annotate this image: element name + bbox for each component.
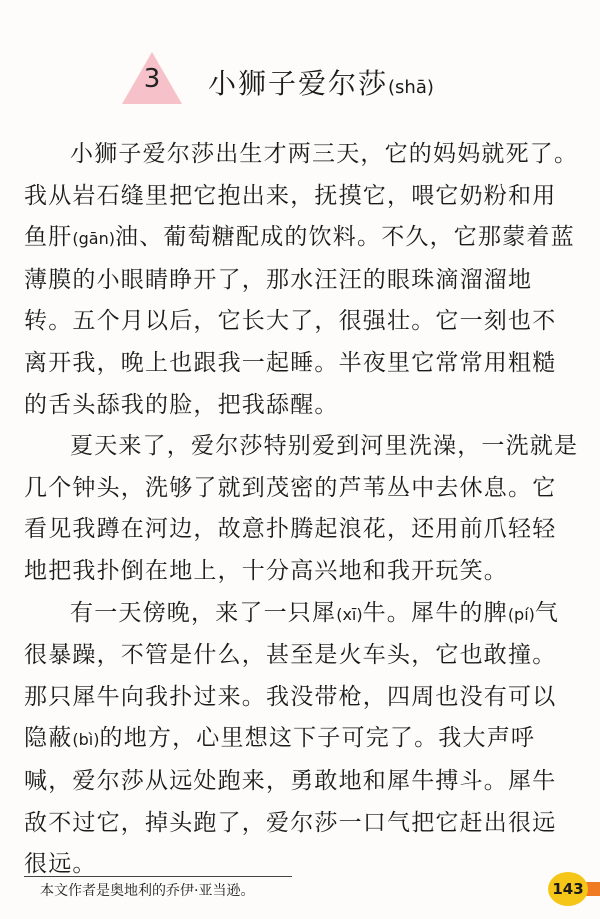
pinyin-annotation: (gān) — [72, 229, 115, 249]
paragraph-text: 油、葡萄糖配成的饮料。不久，它那蒙着蓝薄膜的小眼睛睁开了，那水汪汪的眼珠滴溜溜地转。五个月以后，它长大了，很强壮。它一刻也不离开我，晚上也跟我一起睡。半夜里它常常用粗糙的舌头舔我的脸，把我舔醒。 — [24, 224, 575, 418]
footnote-divider — [24, 876, 292, 877]
pinyin-annotation: (xī) — [336, 604, 363, 624]
paragraph-text: 有一天傍晚，来了一只犀 — [70, 599, 337, 626]
paragraph-text: 的地方，心里想这下子可完了。我大声呼喊，爱尔莎从远处跑来，勇敢地和犀牛搏斗。犀牛敌不过它，掉头跑了，爱尔莎一口气把它赶出很远很远。 — [24, 725, 557, 878]
lesson-number: 3 — [143, 64, 161, 94]
paragraph — [24, 134, 580, 426]
paragraph — [24, 593, 580, 886]
lesson-body — [24, 134, 580, 886]
pinyin-annotation: (pí) — [507, 604, 535, 624]
footnote: 本文作者是奥地利的乔伊·亚当逊。 — [40, 883, 255, 899]
lesson-title-text: 小狮子爱尔莎 — [208, 67, 389, 100]
lesson-header — [122, 52, 582, 112]
paragraph — [24, 426, 580, 592]
lesson-title-pinyin: (shā) — [388, 77, 434, 98]
paragraph-text: 夏天来了，爱尔莎特别爱到河里洗澡，一洗就是几个钟头，洗够了就到茂密的芦苇丛中去休息。它看见我蹲在河边，故意扑腾起浪花，还用前爪轻轻地把我扑倒在地上，十分高兴地和我开玩笑。 — [24, 433, 579, 584]
lesson-title — [208, 62, 434, 102]
paragraph-text: 小狮子爱尔莎出生才两三天，它的妈妈就死了。我从岩石缝里把它抱出来，抚摸它，喂它奶粉和用鱼肝 — [24, 141, 579, 251]
pinyin-annotation: (bì) — [72, 730, 100, 750]
paragraph-text: 牛。犀牛的脾 — [362, 599, 508, 626]
paragraph-text: 气很暴躁，不管是什么，甚至是火车头，它也敢撞。那只犀牛向我扑过来。我没带枪，四周也没有可以隐蔽 — [24, 599, 560, 752]
page-number: 143 — [548, 872, 588, 906]
